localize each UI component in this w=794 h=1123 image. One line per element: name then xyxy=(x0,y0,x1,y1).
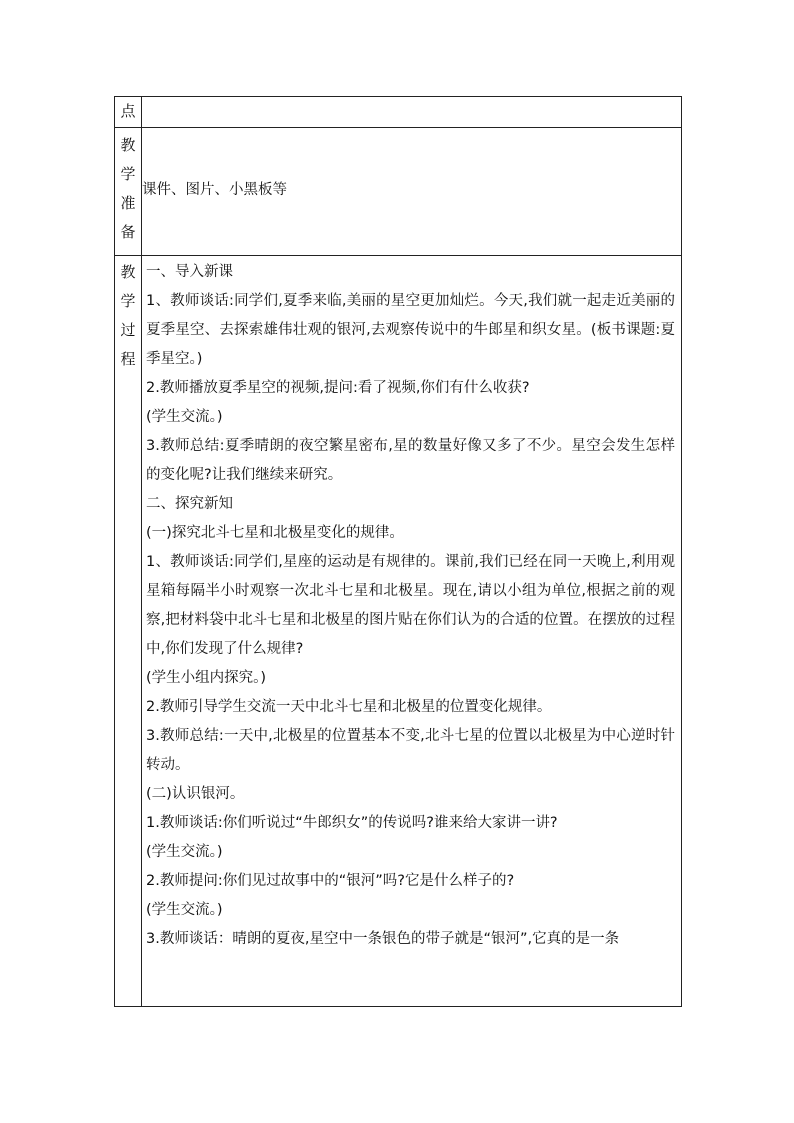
label-char: 备 xyxy=(120,223,136,241)
label-char: 程 xyxy=(120,350,136,368)
label-char: 教 xyxy=(120,136,136,154)
label-char: 学 xyxy=(120,165,136,183)
paragraph: (学生交流。) xyxy=(146,902,223,918)
paragraph: 1、教师谈话:同学们,夏季来临,美丽的星空更加灿烂。今天,我们就一起走近美丽的夏季星空、去探索雄伟壮观的银河,去观察传说中的牛郎星和织女星。(板书课题:夏季星空。) xyxy=(146,293,675,367)
paragraph: 1、教师谈话:同学们,星座的运动是有规律的。课前,我们已经在同一天晚上,利用观星箱每隔半小时观察一次北斗七星和北极星。现在,请以小组为单位,根据之前的观察,把材料袋中北斗七星和北极星的图片贴在你们认为的合适的位置。在摆放的过程中,你们发现了什么规律? xyxy=(146,554,675,657)
paragraph: 3.教师总结:夏季晴朗的夜空繁星密布,星的数量好像又多了不少。星空会发生怎样的变化呢?让我们继续来研究。 xyxy=(146,438,675,483)
paragraph: 3.教师总结:一天中,北极星的位置基本不变,北斗七星的位置以北极星为中心逆时针转动。 xyxy=(146,728,675,773)
paragraph: 2.教师播放夏季星空的视频,提问:看了视频,你们有什么收获? xyxy=(146,380,530,396)
row-label-prep xyxy=(115,128,142,256)
row-content-prep: 课件、图片、小黑板等 xyxy=(142,128,682,256)
label-char: 教 xyxy=(120,263,136,281)
subsection-heading: (二)认识银河。 xyxy=(146,786,245,802)
paragraph: 1.教师谈话:你们听说过“牛郎织女”的传说吗?谁来给大家讲一讲? xyxy=(146,815,558,831)
row-label-point xyxy=(115,97,142,128)
table-row-point xyxy=(115,97,682,128)
subsection-heading: (一)探究北斗七星和北极星变化的规律。 xyxy=(146,525,404,541)
process-text xyxy=(146,256,675,1004)
paragraph: (学生交流。) xyxy=(146,844,223,860)
table-row-prep xyxy=(115,128,682,256)
label-char: 准 xyxy=(120,194,136,212)
section-heading: 二、探究新知 xyxy=(146,496,233,512)
lesson-plan-table xyxy=(114,96,682,1007)
row-label-process xyxy=(115,256,142,1007)
paragraph: (学生小组内探究。) xyxy=(146,670,267,686)
row-content-process xyxy=(142,256,682,1007)
paragraph: (学生交流。) xyxy=(146,409,223,425)
section-heading: 一、导入新课 xyxy=(146,264,233,280)
paragraph: 2.教师引导学生交流一天中北斗七星和北极星的位置变化规律。 xyxy=(146,699,552,715)
label-char: 点 xyxy=(120,102,136,120)
paragraph: 2.教师提问:你们见过故事中的“银河”吗?它是什么样子的? xyxy=(146,873,515,889)
label-char: 学 xyxy=(120,292,136,310)
table-row-process xyxy=(115,256,682,1007)
paragraph: 3.教师谈话：晴朗的夏夜,星空中一条银色的带子就是“银河”,它真的是一条 xyxy=(146,931,620,947)
row-content-point xyxy=(142,97,682,128)
label-char: 过 xyxy=(120,321,136,339)
